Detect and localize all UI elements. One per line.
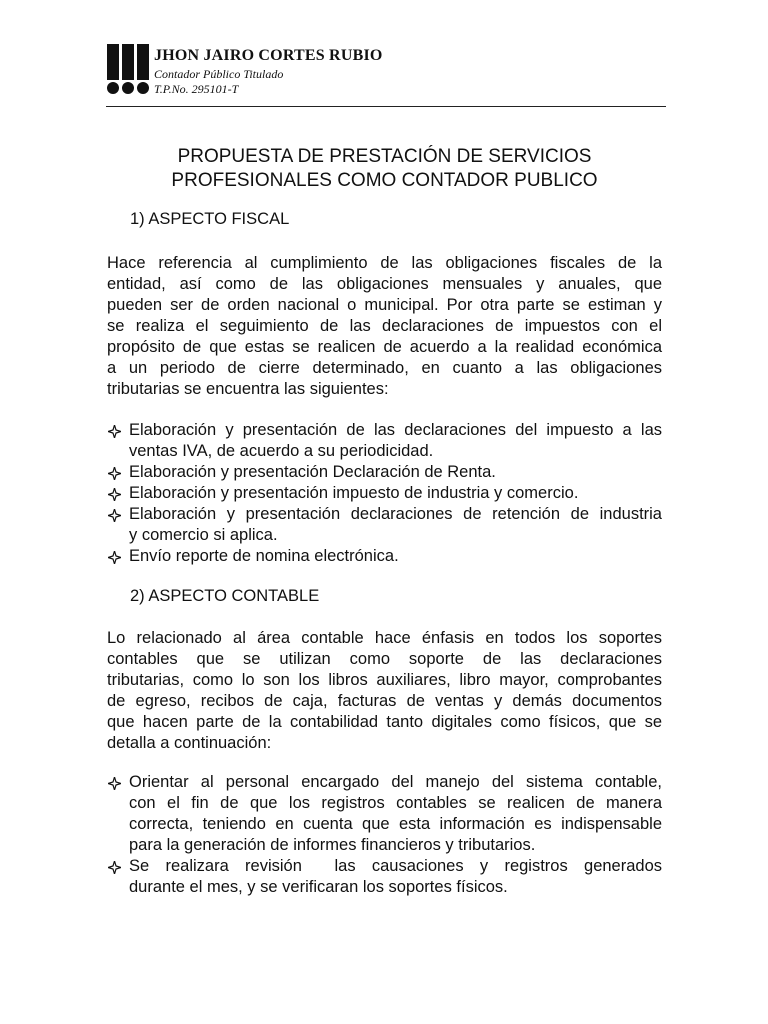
- paragraph-line: que hacen parte de la contabilidad tanto digitales como físicos, que se: [107, 713, 662, 731]
- diamond-bullet-icon: [107, 420, 123, 441]
- bullet-item: [107, 483, 662, 504]
- diamond-bullet-icon: [107, 546, 123, 567]
- letterhead-divider: [106, 106, 666, 107]
- diamond-bullet-icon: [107, 462, 123, 483]
- paragraph-line: pueden ser de orden nacional o municipal. Por otra parte se estiman y: [107, 296, 662, 314]
- bullet-item: [107, 420, 662, 462]
- bullet-line: ventas IVA, de acuerdo a su periodicidad.: [129, 442, 434, 460]
- document-title-line: PROPUESTA DE PRESTACIÓN DE SERVICIOS: [177, 146, 592, 167]
- letterhead-professional-title: Contador Público Titulado: [154, 67, 284, 81]
- paragraph-line: a un periodo de cierre determinado, en cuanto a las obligaciones: [107, 359, 662, 377]
- paragraph-fiscal: [107, 253, 662, 400]
- bullet-item: [107, 462, 662, 483]
- paragraph-contable: [107, 628, 662, 754]
- bullet-line: durante el mes, y se verificaran los soportes físicos.: [129, 878, 508, 896]
- bullet-line: para la generación de informes financieros y tributarios.: [129, 836, 536, 854]
- bullet-line: correcta, teniendo en cuenta que esta información es indispensable: [129, 815, 662, 833]
- bullet-item: [107, 504, 662, 546]
- paragraph-line: detalla a continuación:: [107, 734, 272, 752]
- paragraph-line: de egreso, recibos de caja, facturas de ventas y demás documentos: [107, 692, 662, 710]
- paragraph-line: Lo relacionado al área contable hace énfasis en todos los soportes: [107, 629, 662, 647]
- bullet-line: Elaboración y presentación de las declaraciones del impuesto a las: [129, 421, 662, 439]
- paragraph-line: se realiza el seguimiento de las declaraciones de impuestos con el: [107, 317, 662, 335]
- bullet-item: [107, 546, 662, 567]
- diamond-bullet-icon: [107, 483, 123, 504]
- bullet-line: Elaboración y presentación declaraciones de retención de industria: [129, 505, 662, 523]
- bullet-line: Elaboración y presentación Declaración de Renta.: [129, 463, 496, 481]
- diamond-bullet-icon: [107, 504, 123, 525]
- bullet-item: [107, 772, 662, 856]
- document-title-line: PROFESIONALES COMO CONTADOR PUBLICO: [171, 170, 598, 191]
- bullet-line: Orientar al personal encargado del manejo del sistema contable,: [129, 773, 662, 791]
- bullet-line: Se realizara revisión las causaciones y registros generados: [129, 857, 662, 875]
- bullet-list-fiscal: [107, 420, 662, 567]
- letterhead-name: JHON JAIRO CORTES RUBIO: [154, 47, 383, 64]
- letterhead-license-number: T.P.No. 295101-T: [154, 82, 239, 96]
- bullet-line: con el fin de que los registros contables se realicen de manera: [129, 794, 662, 812]
- section-heading-contable: 2) ASPECTO CONTABLE: [130, 587, 320, 605]
- paragraph-line: contables que se utilizan como soporte de las declaraciones: [107, 650, 662, 668]
- section-heading-fiscal: 1) ASPECTO FISCAL: [130, 210, 290, 228]
- diamond-bullet-icon: [107, 856, 123, 877]
- paragraph-line: tributarias se encuentra las siguientes:: [107, 380, 389, 398]
- bullet-item: [107, 856, 662, 898]
- bullet-line: Envío reporte de nomina electrónica.: [129, 547, 399, 565]
- bullet-line: Elaboración y presentación impuesto de industria y comercio.: [129, 484, 579, 502]
- bullet-line: y comercio si aplica.: [129, 526, 278, 544]
- paragraph-line: tributarias, como lo son los libros auxiliares, libro mayor, comprobantes: [107, 671, 662, 689]
- bullet-list-contable: [107, 772, 662, 898]
- paragraph-line: propósito de que estas se realicen de acuerdo a la realidad económica: [107, 338, 662, 356]
- document-title: [107, 145, 662, 193]
- diamond-bullet-icon: [107, 772, 123, 793]
- paragraph-line: entidad, así como de las obligaciones mensuales y anuales, que: [107, 275, 662, 293]
- paragraph-line: Hace referencia al cumplimiento de las obligaciones fiscales de la: [107, 254, 662, 272]
- letterhead-logo: [107, 44, 149, 94]
